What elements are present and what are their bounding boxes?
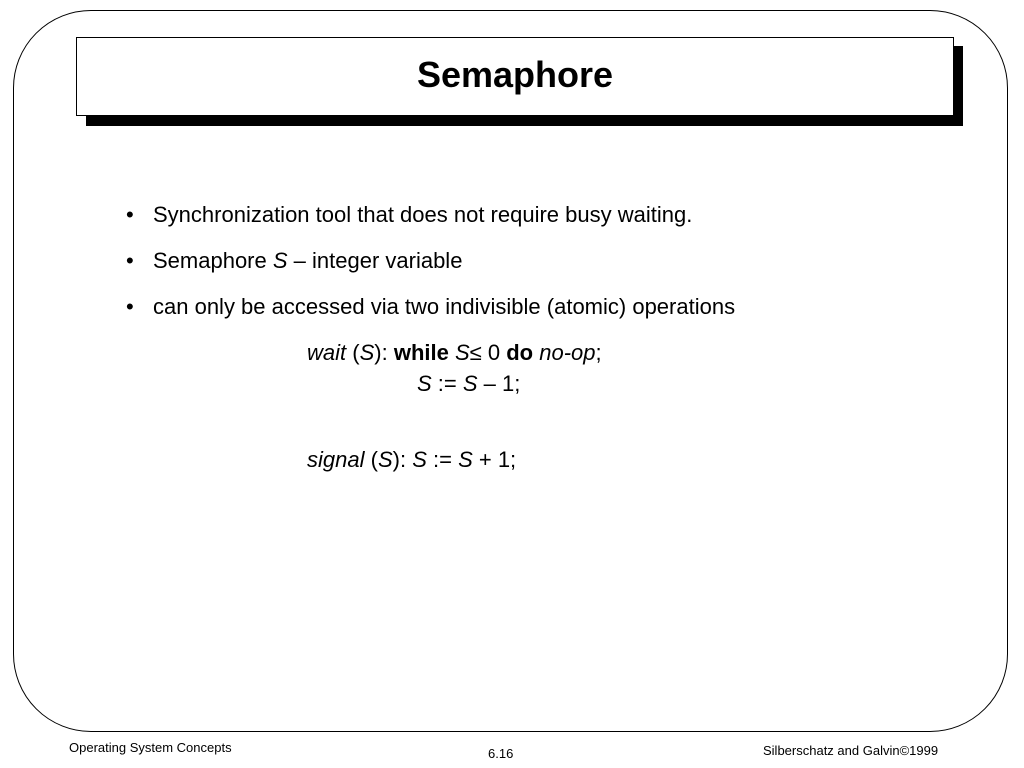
assign-var: S <box>417 371 432 396</box>
wait-decrement <box>417 371 520 397</box>
title-box <box>76 37 954 116</box>
signal-var: S <box>412 447 427 472</box>
bullet-text: – integer variable <box>287 248 463 273</box>
signal-op: := <box>426 447 459 472</box>
while-var: S <box>454 340 470 365</box>
code-punct: ( <box>346 340 360 365</box>
assign-var2: S <box>462 371 478 396</box>
bullet-icon: • <box>126 202 134 227</box>
wait-definition <box>307 340 602 366</box>
bullet-variable: S <box>272 248 288 273</box>
code-punct: ; <box>595 340 602 365</box>
signal-definition <box>307 447 516 473</box>
bullet-text: Synchronization tool that does not require busy waiting. <box>153 202 693 227</box>
wait-name: wait <box>307 340 347 365</box>
assign-rest: – 1; <box>477 371 521 396</box>
bullet-list <box>126 198 735 336</box>
signal-rest: + 1; <box>472 447 517 472</box>
signal-var2: S <box>458 447 473 472</box>
signal-name: signal <box>307 447 365 472</box>
signal-arg: S <box>377 447 393 472</box>
bullet-item <box>126 244 735 290</box>
code-punct: ( <box>364 447 378 472</box>
footer-page-number: 6.16 <box>488 746 514 761</box>
assign-op: := <box>431 371 463 396</box>
footer-copyright: Silberschatz and Galvin©1999 <box>763 743 939 758</box>
bullet-icon: • <box>126 294 134 319</box>
code-punct: ): <box>374 340 394 365</box>
slide-title: Semaphore <box>416 53 614 95</box>
while-condition: ≤ 0 <box>469 340 507 365</box>
code-punct: ): <box>392 447 413 472</box>
bullet-text: Semaphore <box>153 248 273 273</box>
bullet-text: can only be accessed via two indivisible (atomic) operations <box>153 294 736 319</box>
noop: no-op <box>539 340 596 365</box>
bullet-icon: • <box>126 248 134 273</box>
wait-arg: S <box>359 340 375 365</box>
bullet-item <box>126 198 735 244</box>
bullet-item <box>126 290 735 336</box>
do-keyword: do <box>506 340 534 365</box>
while-keyword: while <box>393 340 449 365</box>
footer-course: Operating System Concepts <box>69 740 232 755</box>
